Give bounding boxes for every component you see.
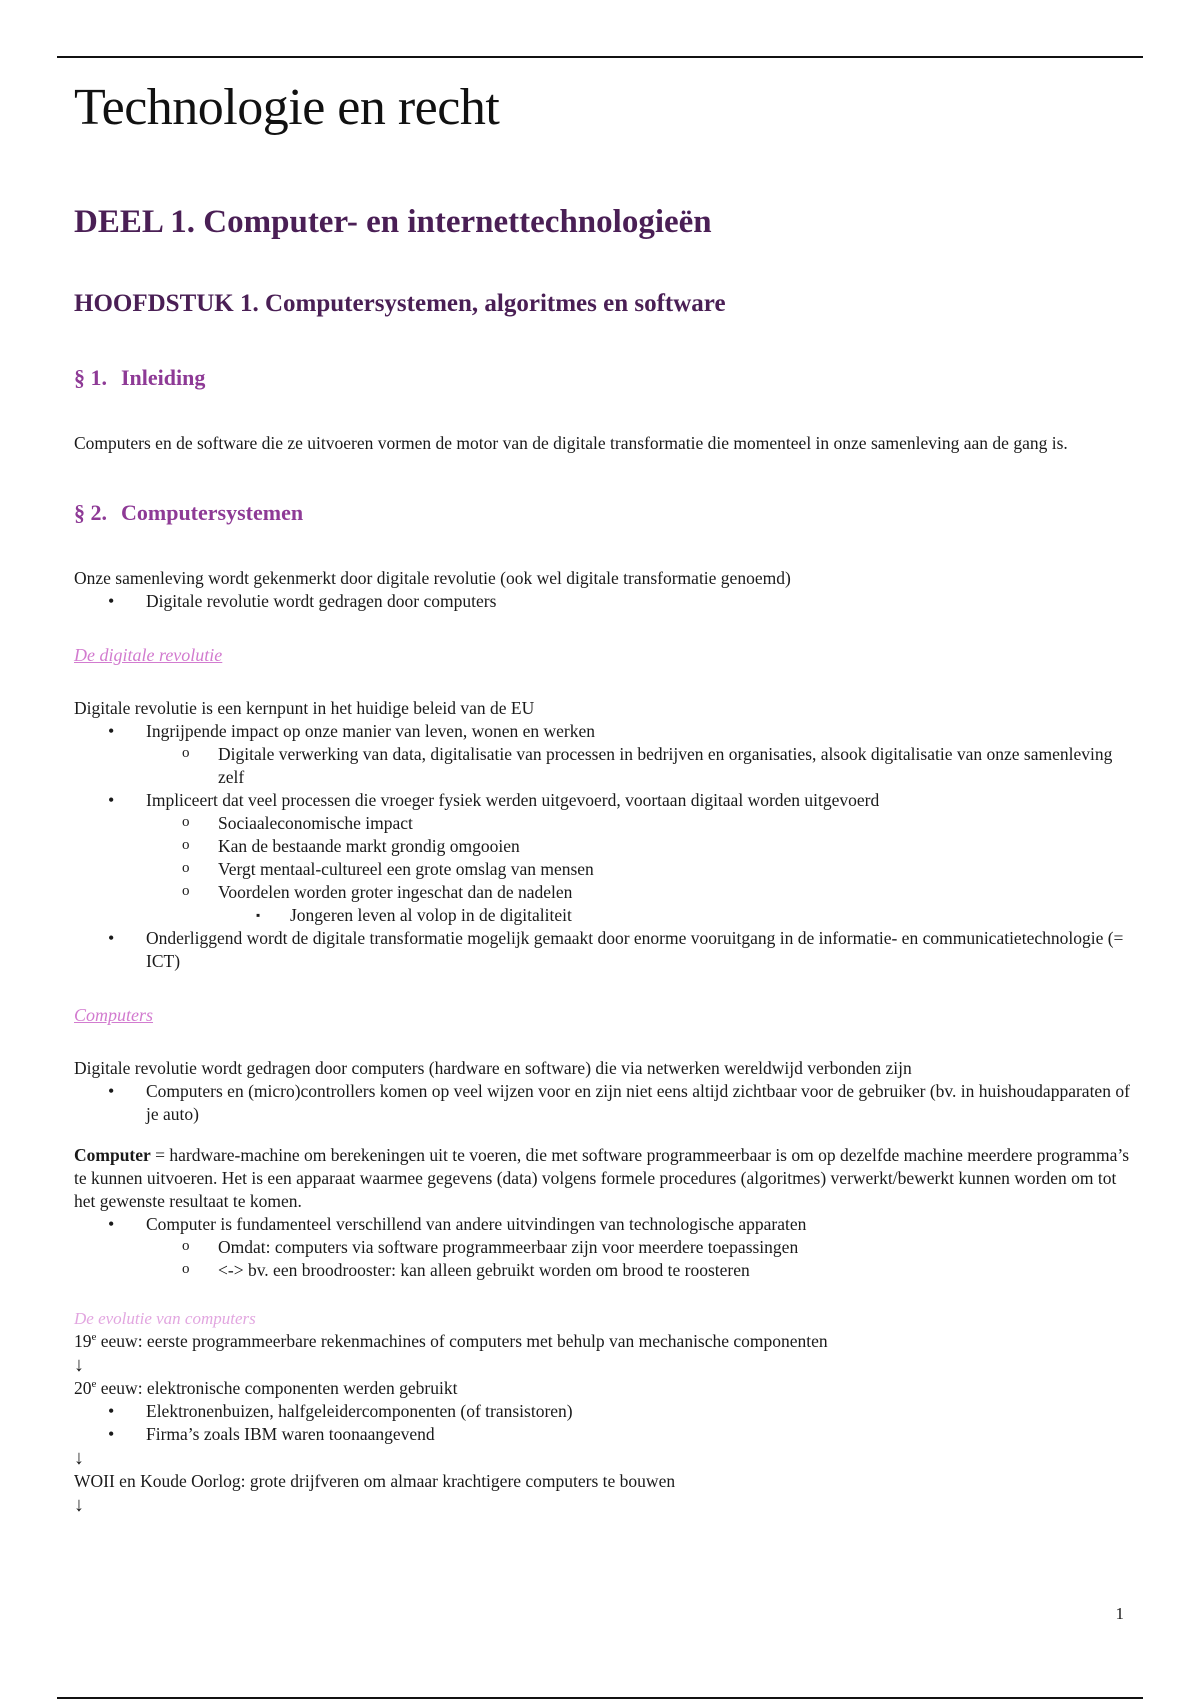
sub-list-item: o Digitale verwerking van data, digitalisatie van processen in bedrijven en organisaties, alsook digitalisatie van onze samenleving zelf (74, 743, 1134, 789)
bullet-list (74, 1400, 1134, 1446)
paragraph: Computers en de software die ze uitvoeren vormen de motor van de digitale transformatie die momenteel in onze samenleving aan de gang is. (74, 433, 1068, 453)
section-number: § 1. (74, 365, 107, 390)
sub-list-item: o <-> bv. een broodrooster: kan alleen gebruikt worden om brood te roosteren (74, 1259, 1134, 1282)
down-arrow-icon: ↓ (74, 1447, 84, 1469)
list-item-text: Ingrijpende impact op onze manier van leven, wonen en werken (146, 721, 595, 741)
bullet-list (74, 590, 1134, 613)
list-item: • Computers en (micro)controllers komen op veel wijzen voor en zijn niet eens altijd zichtbaar voor de gebruiker (bv. in huishoudapparaten of je auto) (74, 1080, 1134, 1126)
list-item-text: Computer is fundamenteel verschillend van andere uitvindingen van technologische apparaten (146, 1214, 807, 1234)
section-title: Inleiding (121, 365, 206, 390)
sub-list (146, 812, 1134, 927)
list-item: • Onderliggend wordt de digitale transformatie mogelijk gemaakt door enorme vooruitgang in de informatie- en communicatietechnologie (= ICT) (74, 927, 1134, 973)
ordinal-suffix: e (91, 1331, 97, 1344)
section-heading-1 (74, 364, 1134, 392)
list-item: • Digitale revolutie wordt gedragen door computers (74, 590, 1134, 613)
timeline-text: eeuw: elektronische componenten werden gebruikt (96, 1378, 458, 1398)
timeline-line (74, 1377, 1134, 1400)
section-title: Computersystemen (121, 500, 304, 525)
sub-list-item: o Omdat: computers via software programmeerbaar zijn voor meerdere toepassingen (74, 1236, 1134, 1259)
definition-term: Computer (74, 1145, 151, 1165)
bullet-list (74, 720, 1134, 973)
definition-paragraph (74, 1144, 1134, 1213)
part-heading: DEEL 1. Computer- en internettechnologieën (74, 204, 712, 240)
section-number: § 2. (74, 500, 107, 525)
page-number: 1 (1115, 1604, 1124, 1623)
list-item (74, 1213, 1134, 1282)
sub-sub-list (218, 904, 1134, 927)
bullet-list (74, 1080, 1134, 1126)
paragraph: Digitale revolutie is een kernpunt in het huidige beleid van de EU (74, 698, 535, 718)
top-rule (57, 56, 1143, 58)
list-item-text: Impliceert dat veel processen die vroeger fysiek werden uitgevoerd, voortaan digitaal worden uitgevoerd (146, 790, 880, 810)
subheading-evolution: De evolutie van computers (74, 1309, 256, 1328)
list-item: • Firma’s zoals IBM waren toonaangevend (74, 1423, 1134, 1446)
timeline-line (74, 1330, 1134, 1353)
document-title: Technologie en recht (74, 79, 500, 136)
century-number: 19 (74, 1331, 92, 1351)
down-arrow-icon: ↓ (74, 1494, 84, 1516)
timeline-line: WOII en Koude Oorlog: grote drijfveren om almaar krachtigere computers te bouwen (74, 1471, 676, 1491)
timeline-text: eeuw: eerste programmeerbare rekenmachines of computers met behulp van mechanische componenten (96, 1331, 828, 1351)
list-item (74, 720, 1134, 789)
century-number: 20 (74, 1378, 92, 1398)
sub-sub-list-item: ▪ Jongeren leven al volop in de digitaliteit (74, 904, 1134, 927)
bottom-rule (57, 1697, 1143, 1699)
down-arrow-icon: ↓ (74, 1354, 84, 1376)
paragraph: Digitale revolutie wordt gedragen door computers (hardware en software) die via netwerken wereldwijd verbonden zijn (74, 1058, 912, 1078)
subheading-computers: Computers (74, 1005, 154, 1025)
chapter-heading: HOOFDSTUK 1. Computersystemen, algoritmes en software (74, 290, 726, 317)
bullet-list (74, 1213, 1134, 1282)
section-heading-2 (74, 499, 1134, 527)
sub-list-item: o Sociaaleconomische impact (74, 812, 1134, 835)
list-item: • Elektronenbuizen, halfgeleidercomponenten (of transistoren) (74, 1400, 1134, 1423)
list-item (74, 789, 1134, 927)
sub-list-item: o Kan de bestaande markt grondig omgooien (74, 835, 1134, 858)
sub-list (146, 1236, 1134, 1282)
subheading-digital-revolution: De digitale revolutie (74, 645, 223, 665)
sub-list-item: o Vergt mentaal-cultureel een grote omslag van mensen (74, 858, 1134, 881)
sub-list-item (74, 881, 1134, 927)
definition-text: = hardware-machine om berekeningen uit te voeren, die met software programmeerbaar is om op dezelfde machine meerdere programma’s te kunnen uitvoeren. Het is een apparaat waarmee gegevens (data) volgens formele procedures (algoritmes) verwerkt/bewerkt kunnen worden om tot het gewenste resultaat te komen. (74, 1145, 1130, 1211)
sub-list (146, 743, 1134, 789)
sub-list-item-text: Voordelen worden groter ingeschat dan de nadelen (218, 882, 573, 902)
ordinal-suffix: e (91, 1378, 97, 1391)
paragraph: Onze samenleving wordt gekenmerkt door digitale revolutie (ook wel digitale transformatie genoemd) (74, 568, 791, 588)
document-body (74, 72, 1134, 1517)
